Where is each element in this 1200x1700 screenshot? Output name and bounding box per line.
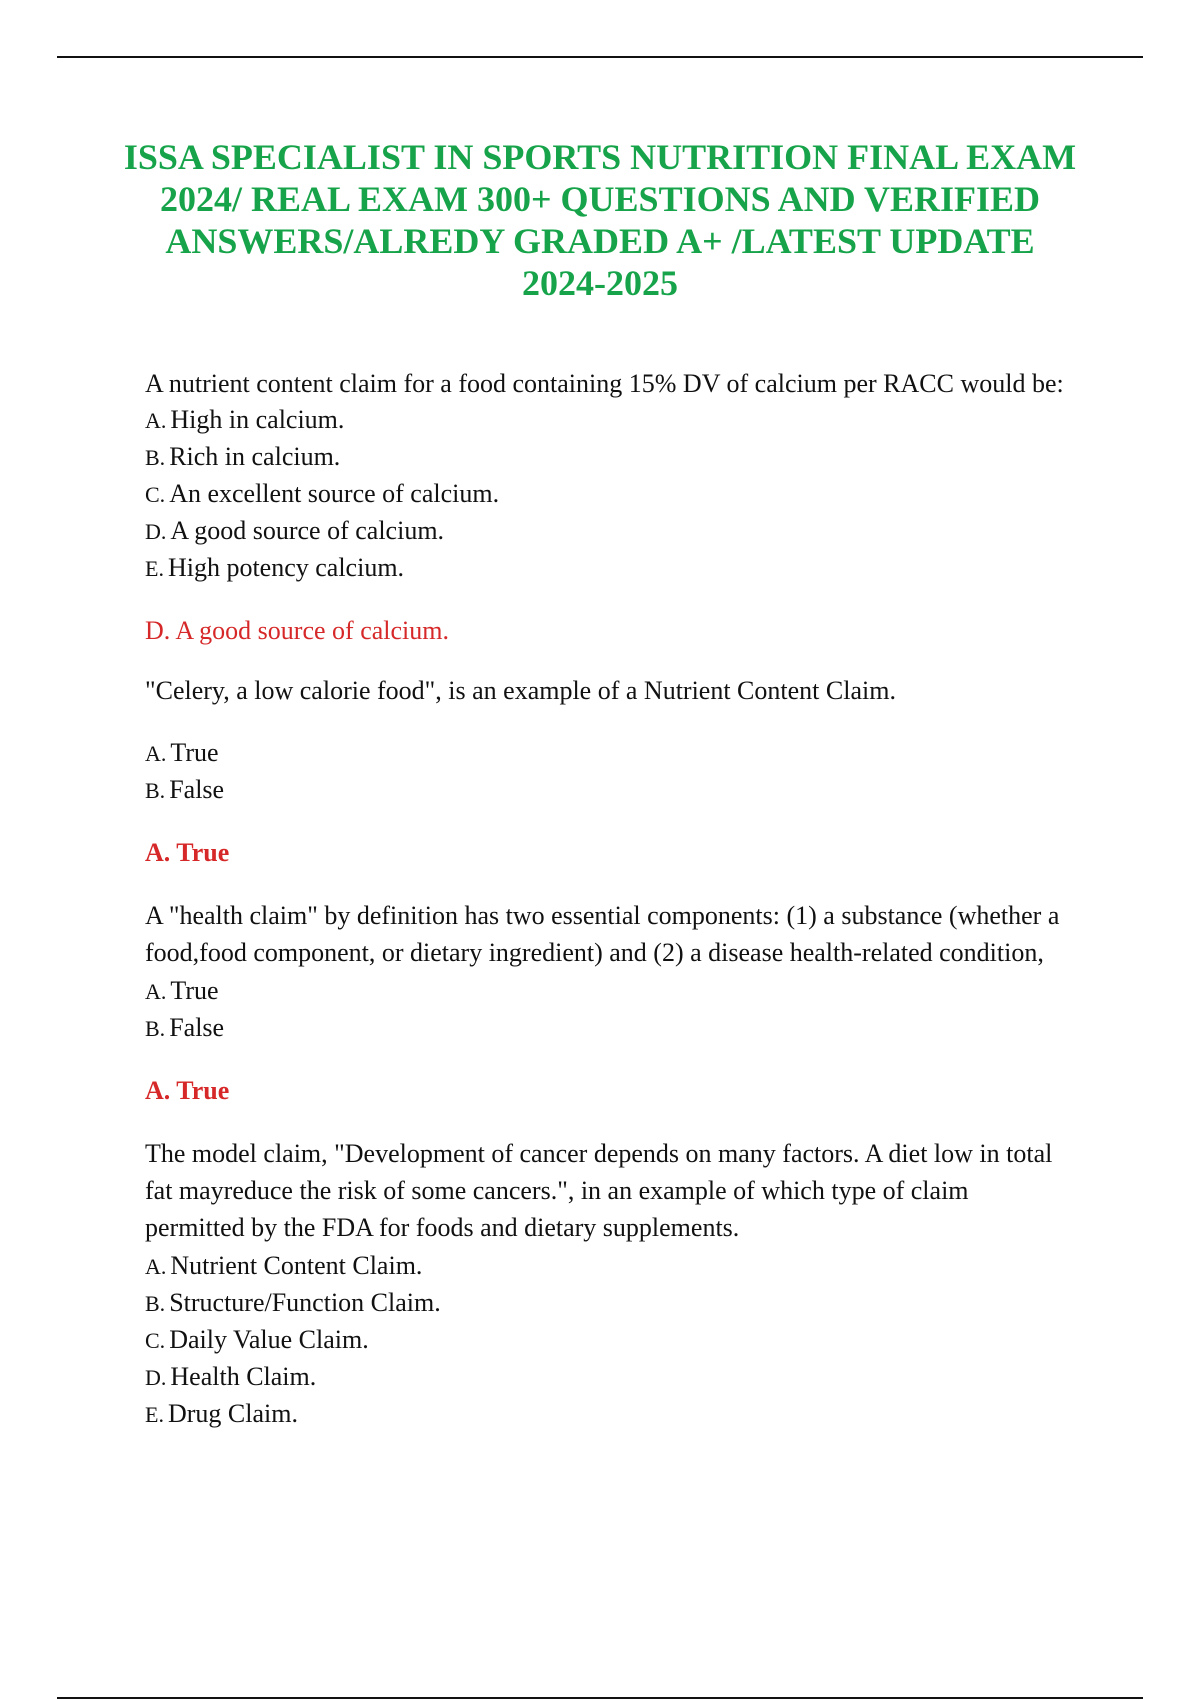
option-letter: D.	[145, 519, 167, 544]
option-text: Drug Claim.	[167, 1399, 298, 1428]
option-b	[145, 439, 1065, 476]
option-b	[145, 1010, 1065, 1047]
answer-options	[145, 973, 1065, 1047]
question-3	[145, 897, 1065, 1109]
option-a	[145, 402, 1065, 439]
option-letter: A.	[145, 741, 167, 766]
option-text: True	[170, 738, 219, 767]
option-letter: C.	[145, 482, 166, 507]
answer-options	[145, 402, 1065, 587]
option-text: Nutrient Content Claim.	[170, 1251, 423, 1280]
option-text: False	[169, 1013, 225, 1042]
document-body	[145, 368, 1065, 1433]
option-letter: E.	[145, 556, 164, 581]
option-text: High potency calcium.	[167, 553, 405, 582]
option-e	[145, 550, 1065, 587]
option-a	[145, 973, 1065, 1010]
option-b	[145, 772, 1065, 809]
option-letter: B.	[145, 778, 166, 803]
option-letter: B.	[145, 1291, 166, 1316]
header-rule	[57, 56, 1143, 58]
option-text: Structure/Function Claim.	[169, 1288, 441, 1317]
option-letter: E.	[145, 1402, 164, 1427]
option-c	[145, 1322, 1065, 1359]
option-letter: B.	[145, 445, 166, 470]
option-text: Daily Value Claim.	[169, 1325, 369, 1354]
option-b	[145, 1285, 1065, 1322]
option-text: Health Claim.	[170, 1362, 317, 1391]
option-a	[145, 735, 1065, 772]
footer-rule	[57, 1697, 1143, 1699]
option-letter: A.	[145, 1254, 167, 1279]
answer-options	[145, 735, 1065, 809]
option-text: True	[170, 976, 219, 1005]
option-letter: B.	[145, 1016, 166, 1041]
answer-options	[145, 1248, 1065, 1433]
question-1	[145, 368, 1065, 649]
option-text: A good source of calcium.	[170, 516, 445, 545]
option-text: An excellent source of calcium.	[169, 479, 500, 508]
option-text: High in calcium.	[170, 405, 345, 434]
question-stem: The model claim, "Development of cancer depends on many factors. A diet low in total fat mayreduce the risk of some cancers.", in an example of which type of claim permitted by the FDA for foods and dietary supplements.	[145, 1139, 1053, 1242]
question-4	[145, 1135, 1065, 1433]
question-2	[145, 675, 1065, 871]
option-letter: C.	[145, 1328, 166, 1353]
option-letter: D.	[145, 1365, 167, 1390]
correct-answer: D. A good source of calcium.	[145, 616, 449, 645]
option-text: False	[169, 775, 225, 804]
document-title: ISSA SPECIALIST IN SPORTS NUTRITION FINAL EXAM 2024/ REAL EXAM 300+ QUESTIONS AND VERIFIED ANSWERS/ALREDY GRADED A+ /LATEST UPDATE 2024-2025	[123, 137, 1077, 303]
option-e	[145, 1396, 1065, 1433]
option-letter: A.	[145, 979, 167, 1004]
option-d	[145, 513, 1065, 550]
question-stem: A nutrient content claim for a food containing 15% DV of calcium per RACC would be:	[145, 369, 1064, 398]
question-stem: "Celery, a low calorie food", is an example of a Nutrient Content Claim.	[145, 676, 896, 705]
option-c	[145, 476, 1065, 513]
option-d	[145, 1359, 1065, 1396]
option-letter: A.	[145, 408, 167, 433]
correct-answer: A. True	[145, 1076, 230, 1105]
correct-answer: A. True	[145, 838, 230, 867]
option-text: Rich in calcium.	[169, 442, 341, 471]
question-stem: A "health claim" by definition has two essential components: (1) a substance (whether a food,food component, or dietary ingredient) and (2) a disease health-related condition,	[145, 901, 1060, 967]
option-a	[145, 1248, 1065, 1285]
